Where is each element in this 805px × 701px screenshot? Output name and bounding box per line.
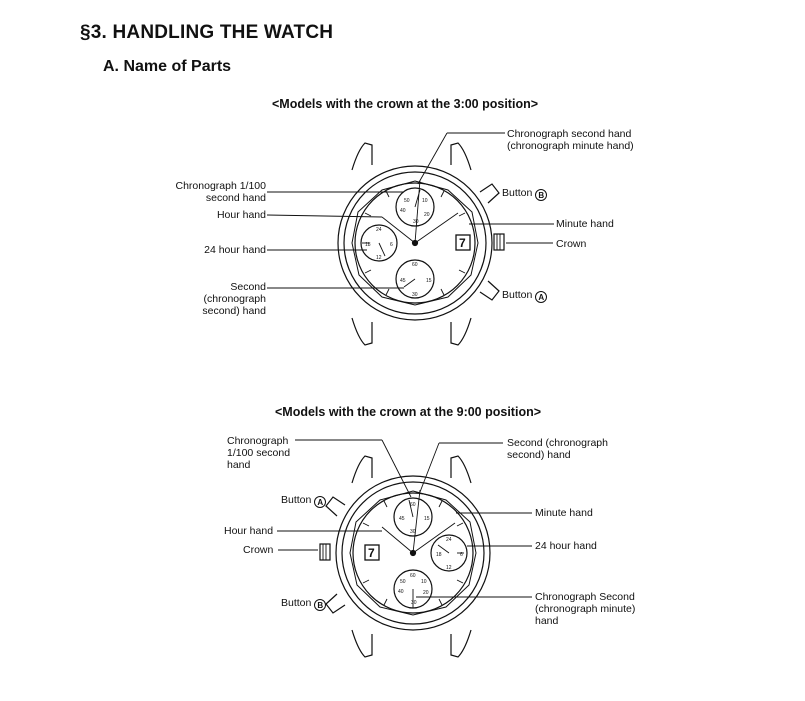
date-number: 7 xyxy=(368,546,375,560)
num: 45 xyxy=(399,516,405,522)
num: 40 xyxy=(400,208,406,214)
num: 30 xyxy=(410,529,416,535)
button-a-text: Button xyxy=(502,289,533,301)
num: 60 xyxy=(410,573,416,579)
num: 18 xyxy=(436,552,442,558)
watch1-subdial-numbers xyxy=(365,198,466,298)
diagram2-caption: <Models with the crown at the 9:00 position> xyxy=(275,405,542,419)
label-crown: Crown xyxy=(556,238,587,250)
num: 30 xyxy=(413,219,419,225)
num: 60 xyxy=(412,262,418,268)
num: 12 xyxy=(446,565,452,571)
circled-b-icon: B xyxy=(535,189,547,201)
num: 40 xyxy=(398,589,404,595)
label-crown: Crown xyxy=(243,544,274,556)
num: 50 xyxy=(400,579,406,585)
button-a-text: Button xyxy=(281,494,312,506)
circled-a-icon: A xyxy=(314,496,326,508)
button-b-text: Button xyxy=(502,187,533,199)
num: 30 xyxy=(412,292,418,298)
num: 45 xyxy=(400,278,406,284)
watch1-leaders xyxy=(267,133,554,288)
label-button-a xyxy=(281,494,326,508)
num: 50 xyxy=(404,198,410,204)
label-second-hand: Second (chronograph second) hand xyxy=(202,281,266,317)
label-chronograph-hundredth-hand: Chronograph 1/100 second hand xyxy=(175,180,266,204)
label-hour-hand: Hour hand xyxy=(224,525,274,537)
label-24-hour-hand: 24 hour hand xyxy=(204,244,266,256)
num: 10 xyxy=(422,198,428,204)
label-button-a xyxy=(502,289,547,303)
num: 30 xyxy=(411,600,417,606)
label-second-hand: Second (chronograph second) hand xyxy=(507,437,608,461)
subsection-title: A. Name of Parts xyxy=(103,58,232,75)
watch1-illustration xyxy=(338,143,504,345)
label-chronograph-second-hand: Chronograph second hand (chronograph minute hand) xyxy=(507,128,634,152)
label-chronograph-hundredth-hand: Chronograph 1/100 second hand xyxy=(227,435,291,471)
num: 60 xyxy=(410,502,416,508)
date-number: 7 xyxy=(459,236,466,250)
num: 12 xyxy=(376,255,382,261)
num: 24 xyxy=(376,227,382,233)
label-minute-hand: Minute hand xyxy=(535,507,593,519)
num: 20 xyxy=(423,590,429,596)
label-chronograph-second-hand: Chronograph Second (chronograph minute) hand xyxy=(535,591,636,627)
label-button-b xyxy=(281,597,326,611)
num: 20 xyxy=(424,212,430,218)
button-b-text: Button xyxy=(281,597,312,609)
label-button-b xyxy=(502,187,547,201)
num: 18 xyxy=(365,242,371,248)
num: 6 xyxy=(460,552,463,558)
section-title: §3. HANDLING THE WATCH xyxy=(80,22,334,43)
num: 15 xyxy=(424,516,430,522)
label-minute-hand: Minute hand xyxy=(556,218,614,230)
num: 15 xyxy=(426,278,432,284)
circled-a-icon: A xyxy=(535,291,547,303)
circled-b-icon: B xyxy=(314,599,326,611)
label-hour-hand: Hour hand xyxy=(216,209,266,221)
label-24-hour-hand: 24 hour hand xyxy=(535,540,597,552)
num: 10 xyxy=(421,579,427,585)
num: 24 xyxy=(446,537,452,543)
diagram1-caption: <Models with the crown at the 3:00 position> xyxy=(272,97,539,111)
num: 6 xyxy=(390,242,393,248)
